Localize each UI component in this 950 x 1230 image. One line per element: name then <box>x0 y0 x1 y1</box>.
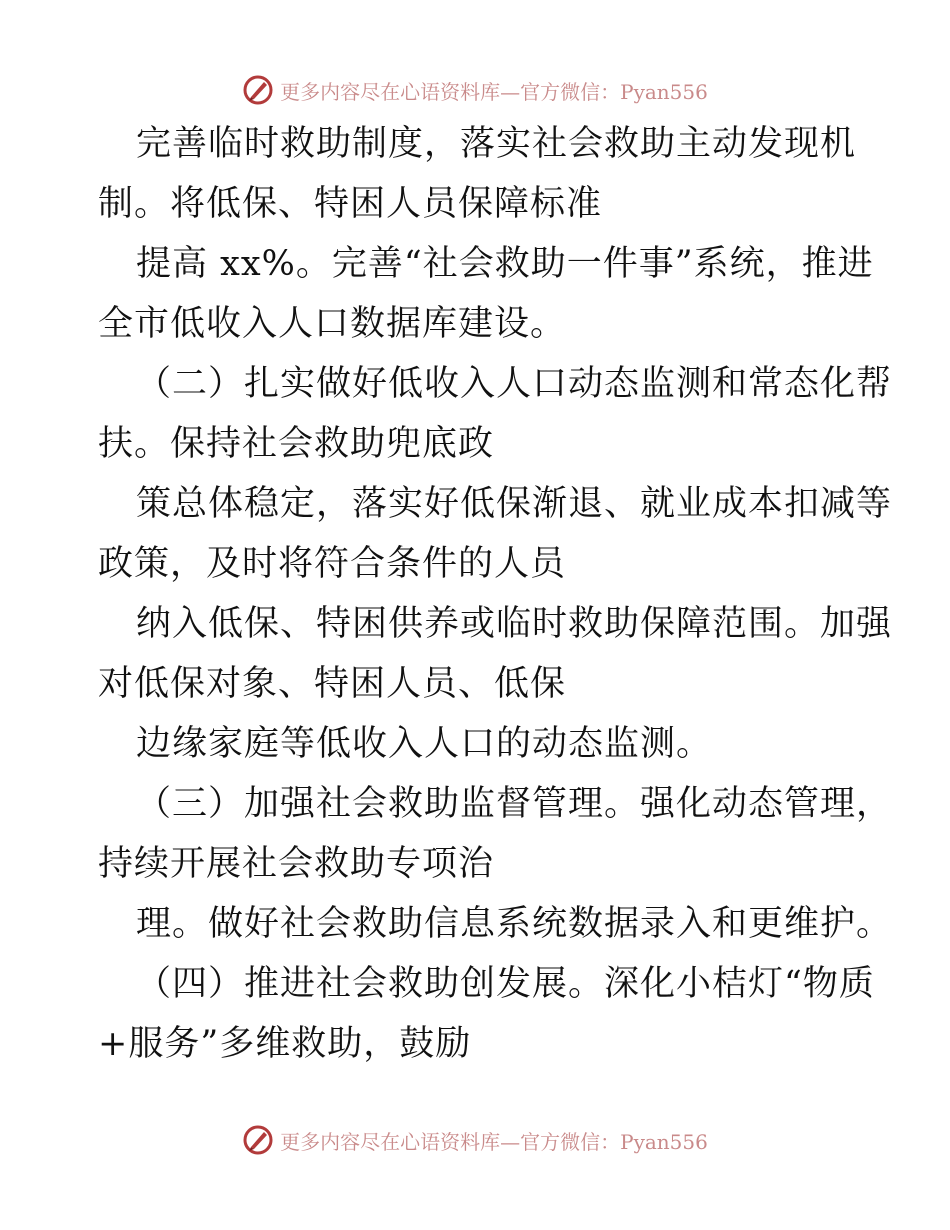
watermark-text: 更多内容尽在心语资料库—官方微信：Pyan556 <box>280 1129 708 1154</box>
header-watermark <box>0 70 950 110</box>
text-line: 策总体稳定，落实好低保渐退、就业成本扣减等 <box>136 484 893 524</box>
text-line: 扶。保持社会救助兜底政 <box>98 424 495 464</box>
pen-circle-logo-icon <box>242 1124 274 1156</box>
text-line: 提高 xx%。完善“社会救助一件事”系统，推进 <box>136 244 874 284</box>
text-line: 政策，及时将符合条件的人员 <box>98 544 567 584</box>
text-line: +服务”多维救助，鼓励 <box>98 1024 472 1064</box>
pen-circle-logo-icon <box>242 74 274 106</box>
text-line: 理。做好社会救助信息系统数据录入和更维护。 <box>136 904 893 944</box>
section-heading-line: （三）加强社会救助监督管理。强化动态管理， <box>136 784 893 824</box>
text-line: 纳入低保、特困供养或临时救助保障范围。加强 <box>136 604 893 644</box>
text-line: 全市低收入人口数据库建设。 <box>98 304 567 344</box>
text-line: 边缘家庭等低收入人口的动态监测。 <box>136 724 713 764</box>
footer-watermark <box>0 1120 950 1160</box>
document-body <box>98 114 893 1074</box>
section-heading-line: （二）扎实做好低收入人口动态监测和常态化帮 <box>136 364 893 404</box>
text-line: 制。将低保、特困人员保障标准 <box>98 184 603 224</box>
section-heading-line: （四）推进社会救助创发展。深化小桔灯“物质 <box>136 964 875 1004</box>
text-line: 对低保对象、特困人员、低保 <box>98 664 567 704</box>
text-line: 持续开展社会救助专项治 <box>98 844 495 884</box>
text-line: 完善临时救助制度，落实社会救助主动发现机 <box>136 124 857 164</box>
watermark-text: 更多内容尽在心语资料库—官方微信：Pyan556 <box>280 79 708 104</box>
